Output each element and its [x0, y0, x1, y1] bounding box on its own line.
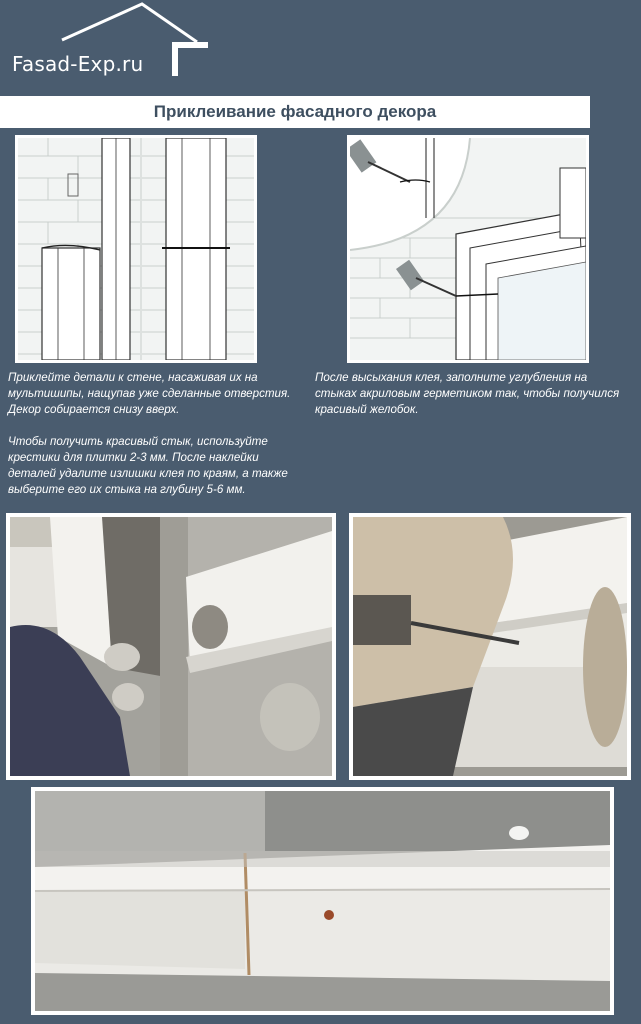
- site-logo[interactable]: [12, 0, 212, 84]
- photo-cleaning-joint: [349, 513, 631, 780]
- logo-text: Fasad-Exp.ru: [12, 52, 144, 76]
- illustration-sealing-joints: [347, 135, 589, 363]
- caption-right-step1: После высыхания клея, заполните углубления на стыках акриловым герметиком так, чтобы получился красивый желобок.: [315, 371, 620, 416]
- photo-finished-cornice: [31, 787, 614, 1015]
- caption-left: [8, 370, 308, 498]
- page-title: Приклеивание фасадного декора: [153, 102, 437, 121]
- article-title-bar: [0, 96, 590, 128]
- photo-applying-adhesive: [6, 513, 336, 780]
- caption-left-step1: Приклейте детали к стене, насаживая их на мультишипы, нащупав уже сделанные отверстия. Декор собирается снизу вверх.: [8, 371, 291, 416]
- caption-left-step2: Чтобы получить красивый стык, используйте крестики для плитки 2-3 мм. После наклейки деталей удалите излишки клея по краям, а также выберите его их стыка на глубину 5-6 мм.: [8, 435, 288, 496]
- caption-right: [315, 370, 631, 418]
- illustration-gluing-panels: [15, 135, 257, 363]
